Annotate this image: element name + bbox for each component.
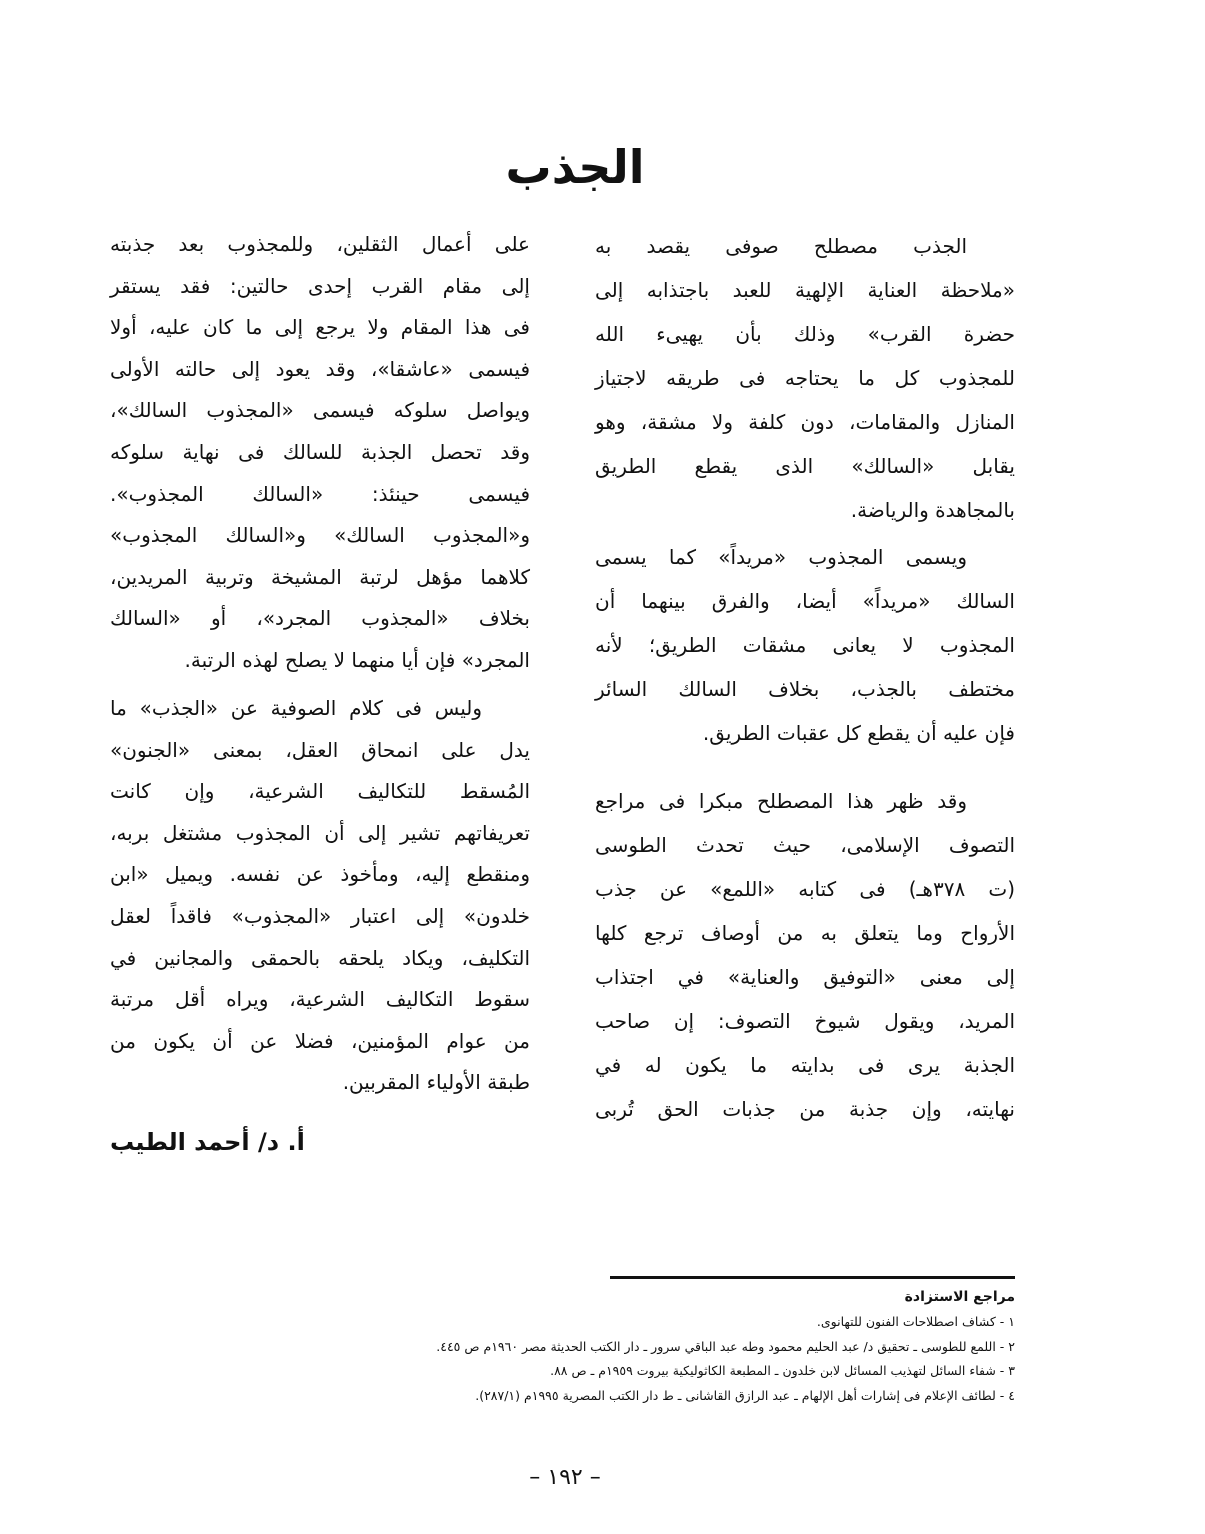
references-heading: مراجع الاستزادة <box>904 1289 1015 1305</box>
text-line: للمجذوب كل ما يحتاجه فى طريقه لاجتياز <box>595 366 1015 390</box>
text-line: بخلاف «المجذوب المجرد»، أو «السالك <box>110 606 530 631</box>
author-signature: أ. د/ أحمد الطيب <box>110 1128 305 1156</box>
text-line: نهايته، وإن جذبة من جذبات الحق تُربى <box>595 1097 1015 1121</box>
reference-item: ٢ - اللمع للطوسى ـ تحقيق د/ عبد الحليم محمود وطه عبد الباقي سرور ـ دار الكتب الحديثة مصر ١٩٦٠م ص ٤٤٥. <box>436 1338 1015 1354</box>
reference-item: ٤ - لطائف الإعلام فى إشارات أهل الإلهام ـ عبد الرازق القاشانى ـ ط دار الكتب المصرية ١٩٩٥م (٢٨٧/١). <box>475 1387 1015 1403</box>
text-line: وقد تحصل الجذبة للسالك فى نهاية سلوكه <box>110 439 530 464</box>
text-line: حضرة القرب» وذلك بأن يهيىء الله <box>595 322 1015 346</box>
text-line: مختطف بالجذب، بخلاف السالك السائر <box>595 677 1015 701</box>
text-line: الأرواح وما يتعلق به من أوصاف ترجع كلها <box>595 921 1015 945</box>
text-line: فإن عليه أن يقطع كل عقبات الطريق. <box>702 721 1015 745</box>
text-line: السالك «مريداً» أيضا، والفرق بينهما أن <box>595 589 1015 613</box>
text-line: المجرد» فإن أيا منهما لا يصلح لهذه الرتبة. <box>184 647 530 672</box>
text-line: ويواصل سلوكه فيسمى «المجذوب السالك»، <box>110 398 530 423</box>
text-line: ويسمى المجذوب «مريداً» كما يسمى <box>595 545 967 569</box>
text-line: كلاهما مؤهل لرتبة المشيخة وتربية المريدين، <box>110 564 530 589</box>
paragraph <box>110 224 530 682</box>
text-line: فيسمى «عاشقا»، وقد يعود إلى حالته الأولى <box>110 356 530 381</box>
text-line: طبقة الأولياء المقربين. <box>342 1070 530 1095</box>
paragraph <box>595 535 1015 755</box>
text-line: تعريفاتهم تشير إلى أن المجذوب مشتغل بربه، <box>110 820 530 845</box>
paragraph <box>595 224 1015 532</box>
text-line: سقوط التكاليف الشرعية، ويراه أقل مرتبة <box>110 987 530 1012</box>
text-line: بالمجاهدة والرياضة. <box>850 498 1015 522</box>
text-line: التكليف، ويكاد يلحقه بالحمقى والمجانين في <box>110 945 530 970</box>
text-line: إلى معنى «التوفيق والعناية» في اجتذاب <box>595 965 1015 989</box>
text-line: وقد ظهر هذا المصطلح مبكرا فى مراجع <box>595 789 967 813</box>
text-line: وليس فى كلام الصوفية عن «الجذب» ما <box>110 696 482 720</box>
text-line: خلدون» إلى اعتبار «المجذوب» فاقداً لعقل <box>110 903 530 928</box>
text-line: المجذوب لا يعانى مشقات الطريق؛ لأنه <box>595 633 1015 657</box>
text-line: المُسقط للتكاليف الشرعية، وإن كانت <box>110 779 530 804</box>
text-line: من عوام المؤمنين، فضلا عن أن يكون من <box>110 1028 530 1053</box>
references-section <box>295 1284 1015 1408</box>
reference-item: ٣ - شفاء السائل لتهذيب المسائل لابن خلدون ـ المطبعة الكاثوليكية بيروت ١٩٥٩م ـ ص ٨٨. <box>550 1363 1015 1378</box>
article-title <box>0 140 1205 194</box>
page-number: – ١٩٢ – <box>529 1465 601 1490</box>
text-line: فى هذا المقام ولا يرجع إلى ما كان عليه، أولا <box>110 315 530 340</box>
article-title-text: الجذب <box>505 140 645 194</box>
text-line: (ت ٣٧٨هـ) فى كتابه «اللمع» عن جذب <box>595 877 1015 901</box>
paragraph <box>595 779 1015 1131</box>
paragraph <box>110 688 530 1104</box>
text-line: الجذبة يرى فى بدايته ما يكون له في <box>595 1053 1015 1077</box>
text-line: يقابل «السالك» الذى يقطع الطريق <box>595 454 1015 478</box>
text-line: الجذب مصطلح صوفى يقصد به <box>595 234 967 258</box>
text-line: و«المجذوب السالك» و«السالك المجذوب» <box>110 523 530 548</box>
text-line: إلى مقام القرب إحدى حالتين: فقد يستقر <box>110 273 530 298</box>
footnote-divider <box>610 1276 1015 1279</box>
text-line: ومنقطع إليه، ومأخوذ عن نفسه. ويميل «ابن <box>110 862 530 887</box>
text-line: فيسمى حينئذ: «السالك المجذوب». <box>110 481 530 506</box>
text-line: التصوف الإسلامى، حيث تحدث الطوسى <box>595 833 1015 857</box>
text-line: «ملاحظة العناية الإلهية للعبد باجتذابه إلى <box>595 278 1015 302</box>
text-line: المنازل والمقامات، دون كلفة ولا مشقة، وهو <box>595 410 1015 434</box>
reference-item: ١ - كشاف اصطلاحات الفنون للتهانوى. <box>816 1314 1015 1329</box>
text-line: على أعمال الثقلين، وللمجذوب بعد جذبته <box>110 232 530 256</box>
text-line: يدل على انمحاق العقل، بمعنى «الجنون» <box>110 737 530 762</box>
text-line: المريد، ويقول شيوخ التصوف: إن صاحب <box>595 1009 1015 1033</box>
